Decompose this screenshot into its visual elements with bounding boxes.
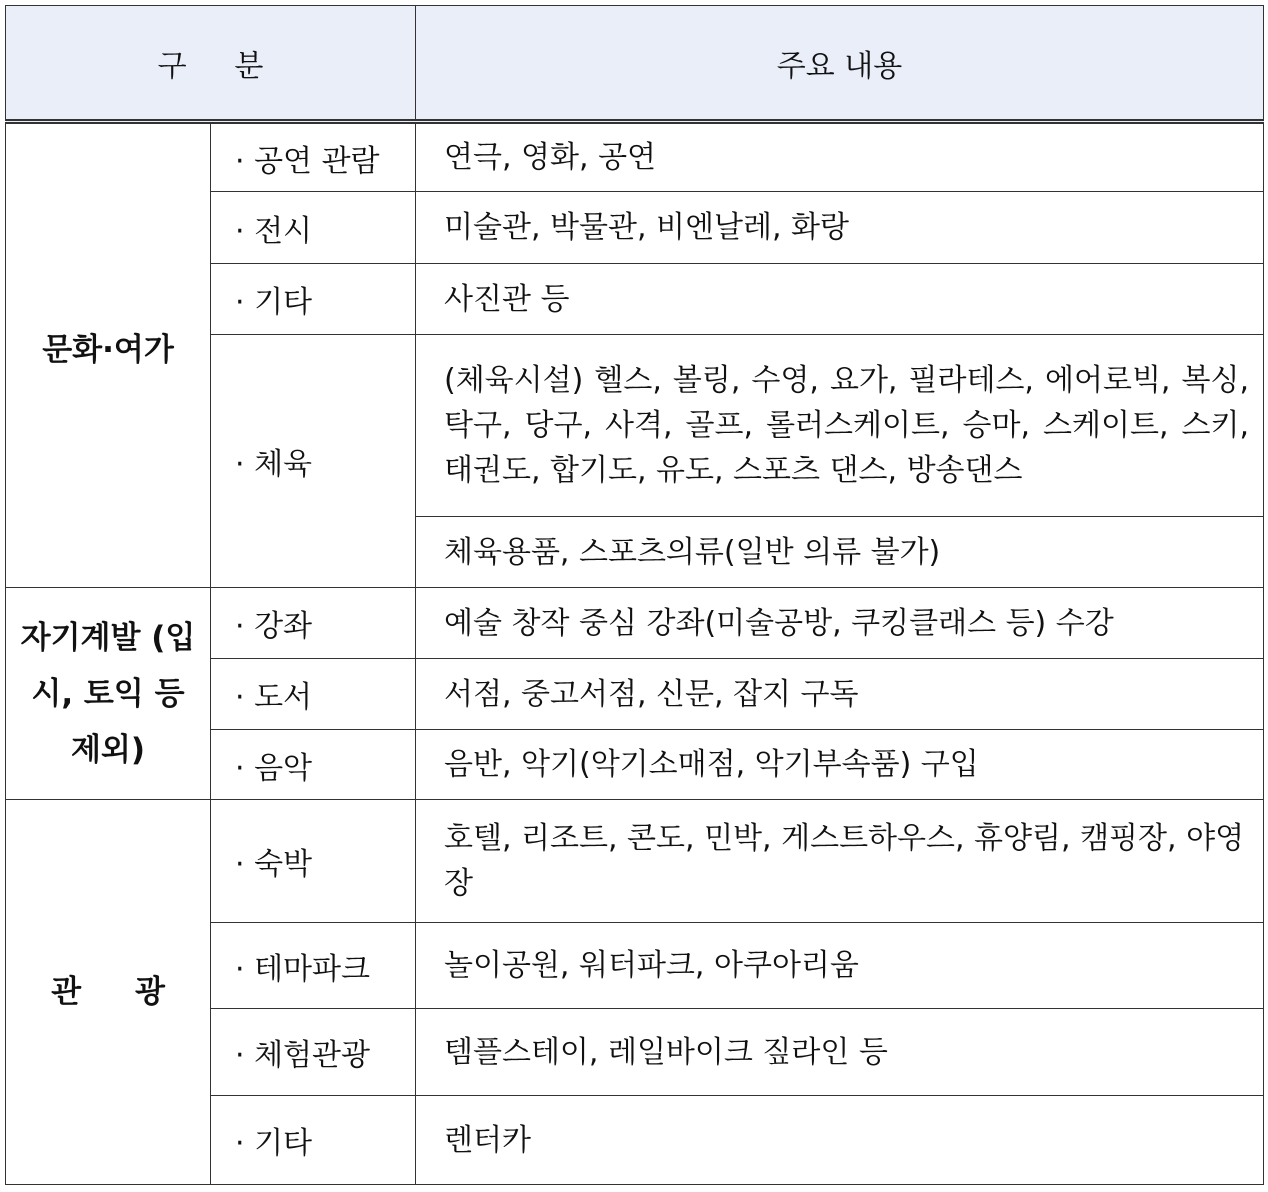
item-content: (체육시설) 헬스, 볼링, 수영, 요가, 필라테스, 에어로빅, 복싱, 탁구, 당구, 사격, 골프, 롤러스케이트, 승마, 스케이트, 스키, 태권도, 합기도, 유도, 스포츠 댄스, 방송댄스 bbox=[416, 335, 1264, 517]
item-label: · 전시 bbox=[211, 192, 416, 264]
item-content: 연극, 영화, 공연 bbox=[416, 122, 1264, 192]
header-row bbox=[6, 6, 1264, 122]
table-row bbox=[6, 122, 1264, 192]
item-label: · 체육 bbox=[211, 335, 416, 588]
item-content: 예술 창작 중심 강좌(미술공방, 쿠킹클래스 등) 수강 bbox=[416, 588, 1264, 659]
item-content: 호텔, 리조트, 콘도, 민박, 게스트하우스, 휴양림, 캠핑장, 야영장 bbox=[416, 800, 1264, 923]
item-content: 서점, 중고서점, 신문, 잡지 구독 bbox=[416, 659, 1264, 730]
item-content: 체육용품, 스포츠의류(일반 의류 불가) bbox=[416, 517, 1264, 588]
item-label: · 기타 bbox=[211, 264, 416, 335]
item-label: · 기타 bbox=[211, 1096, 416, 1185]
header-category: 구 분 bbox=[6, 6, 416, 122]
item-content: 미술관, 박물관, 비엔날레, 화랑 bbox=[416, 192, 1264, 264]
group-label: 문화·여가 bbox=[6, 122, 211, 588]
item-label: · 체험관광 bbox=[211, 1009, 416, 1096]
benefit-table bbox=[5, 5, 1264, 1185]
item-label: · 공연 관람 bbox=[211, 122, 416, 192]
header-content: 주요 내용 bbox=[416, 6, 1264, 122]
item-content: 음반, 악기(악기소매점, 악기부속품) 구입 bbox=[416, 730, 1264, 800]
item-content: 템플스테이, 레일바이크 짚라인 등 bbox=[416, 1009, 1264, 1096]
item-label: · 강좌 bbox=[211, 588, 416, 659]
item-content: 놀이공원, 워터파크, 아쿠아리움 bbox=[416, 923, 1264, 1009]
table-row bbox=[6, 800, 1264, 923]
table-row bbox=[6, 588, 1264, 659]
item-label: · 음악 bbox=[211, 730, 416, 800]
item-content: 렌터카 bbox=[416, 1096, 1264, 1185]
item-label: · 도서 bbox=[211, 659, 416, 730]
item-label: · 테마파크 bbox=[211, 923, 416, 1009]
group-label: 관 광 bbox=[6, 800, 211, 1185]
group-label: 자기계발 (입시, 토익 등 제외) bbox=[6, 588, 211, 800]
item-content: 사진관 등 bbox=[416, 264, 1264, 335]
item-label: · 숙박 bbox=[211, 800, 416, 923]
